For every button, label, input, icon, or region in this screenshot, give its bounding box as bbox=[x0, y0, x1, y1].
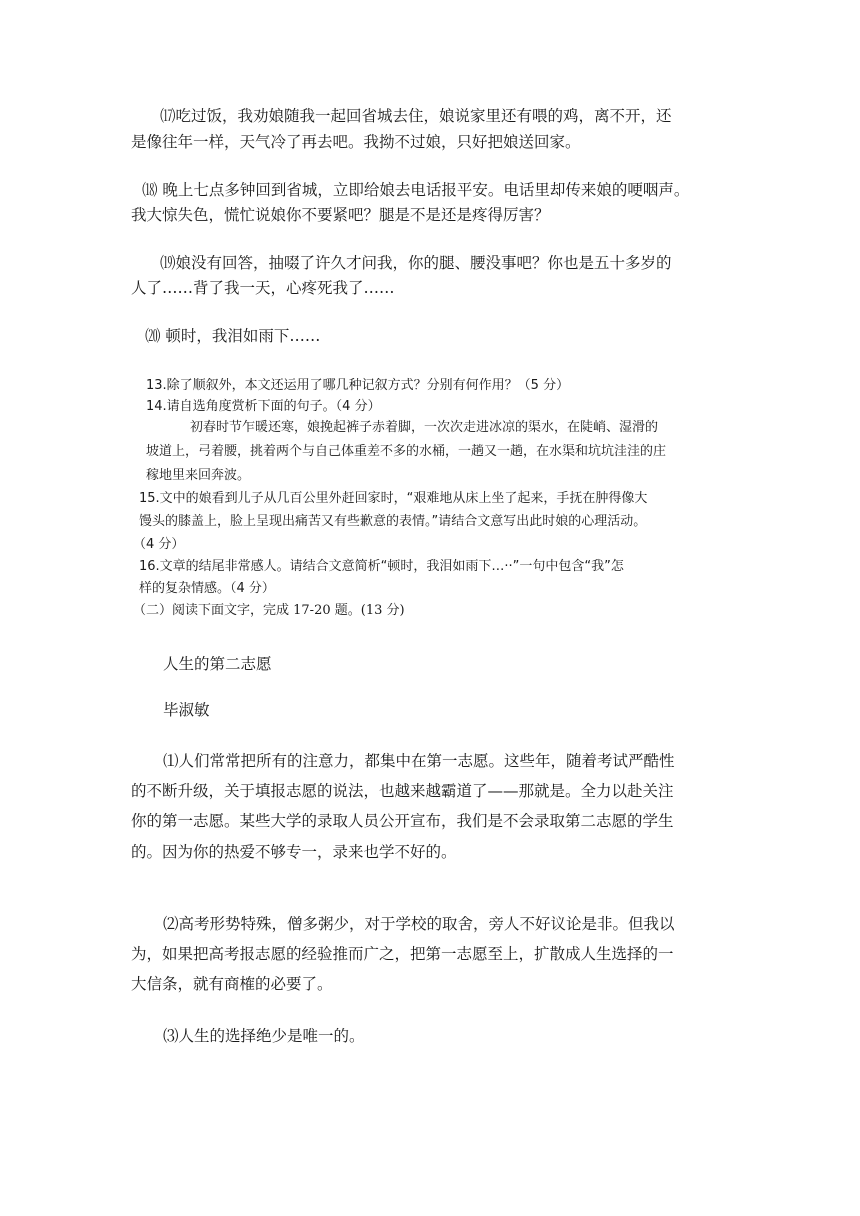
article-paragraph-1-line-4: 的。因为你的热爱不够专一，录来也学不好的。 bbox=[131, 843, 457, 861]
question-14-quote-line-1: 初春时节乍暖还寒，娘挽起裤子赤着脚，一次次走进冰凉的渠水，在陡峭、湿滑的 bbox=[190, 420, 659, 435]
question-14-quote-line-2: 坡道上，弓着腰，挑着两个与自己体重差不多的水桶，一趟又一趟，在水渠和坑坑洼洼的庄 bbox=[146, 444, 667, 459]
article-paragraph-2-line-2: 为，如果把高考报志愿的经验推而广之，把第一志愿至上，扩散成人生选择的一 bbox=[131, 945, 674, 963]
paragraph-17-line-1: ⒄吃过饭，我劝娘随我一起回省城去住，娘说家里还有喂的鸡，离不开，还 bbox=[160, 107, 672, 125]
article-paragraph-1-line-3: 你的第一志愿。某些大学的录取人员公开宣布，我们是不会录取第二志愿的学生 bbox=[131, 812, 674, 830]
question-15-line-2: 馒头的膝盖上，脸上呈现出痛苦又有些歉意的表情。”请结合文意写出此时娘的心理活动。 bbox=[139, 514, 647, 529]
article-paragraph-3: ⑶人生的选择绝少是唯一的。 bbox=[163, 1027, 365, 1045]
question-16-line-1: 16.文章的结尾非常感人。请结合文意简析“顿时，我泪如雨下…··”一句中包含“我”怎 bbox=[139, 559, 624, 574]
paragraph-19-line-1: ⒆娘没有回答，抽啜了许久才问我，你的腿、腰没事吧？你也是五十多岁的 bbox=[160, 254, 672, 272]
article-title: 人生的第二志愿 bbox=[163, 655, 272, 673]
question-13: 13.除了顺叙外，本文还运用了哪几种记叙方式？分别有何作用？（5 分） bbox=[146, 378, 570, 393]
question-16-line-2: 样的复杂情感。（4 分） bbox=[139, 581, 275, 596]
article-paragraph-1-line-2: 的不断升级，关于填报志愿的说法，也越来越霸道了——那就是。全力以赴关注 bbox=[131, 782, 674, 800]
article-paragraph-1-line-1: ⑴人们常常把所有的注意力，都集中在第一志愿。这些年，随着考试严酷性 bbox=[163, 752, 675, 770]
question-14: 14.请自选角度赏析下面的句子。（4 分） bbox=[146, 399, 381, 414]
paragraph-18-line-1: ⒅ 晚上七点多钟回到省城，立即给娘去电话报平安。电话里却传来娘的哽咽声。 bbox=[142, 181, 690, 199]
question-15-line-1: 15.文中的娘看到儿子从几百公里外赶回家时，“艰难地从床上坐了起来，手抚在肿得像大 bbox=[139, 491, 648, 506]
article-author: 毕淑敏 bbox=[163, 701, 210, 719]
paragraph-19-line-2: 人了……背了我一天，心疼死我了…… bbox=[131, 279, 395, 297]
article-paragraph-2-line-1: ⑵高考形势特殊，僧多粥少，对于学校的取舍，旁人不好议论是非。但我以 bbox=[163, 915, 675, 933]
paragraph-18-line-2: 我大惊失色，慌忙说娘你不要紧吧？腿是不是还是疼得厉害？ bbox=[131, 206, 550, 224]
question-14-quote-line-3: 稼地里来回奔波。 bbox=[146, 468, 251, 483]
question-15-line-3: （4 分） bbox=[133, 537, 185, 552]
section-2-heading: （二）阅读下面文字，完成 17-20 题。(13 分) bbox=[133, 603, 405, 618]
article-paragraph-2-line-3: 大信条，就有商榷的必要了。 bbox=[131, 975, 333, 993]
paragraph-20: ⒇ 顿时，我泪如雨下…… bbox=[145, 327, 321, 345]
paragraph-17-line-2: 是像往年一样，天气冷了再去吧。我拗不过娘，只好把娘送回家。 bbox=[131, 133, 581, 151]
